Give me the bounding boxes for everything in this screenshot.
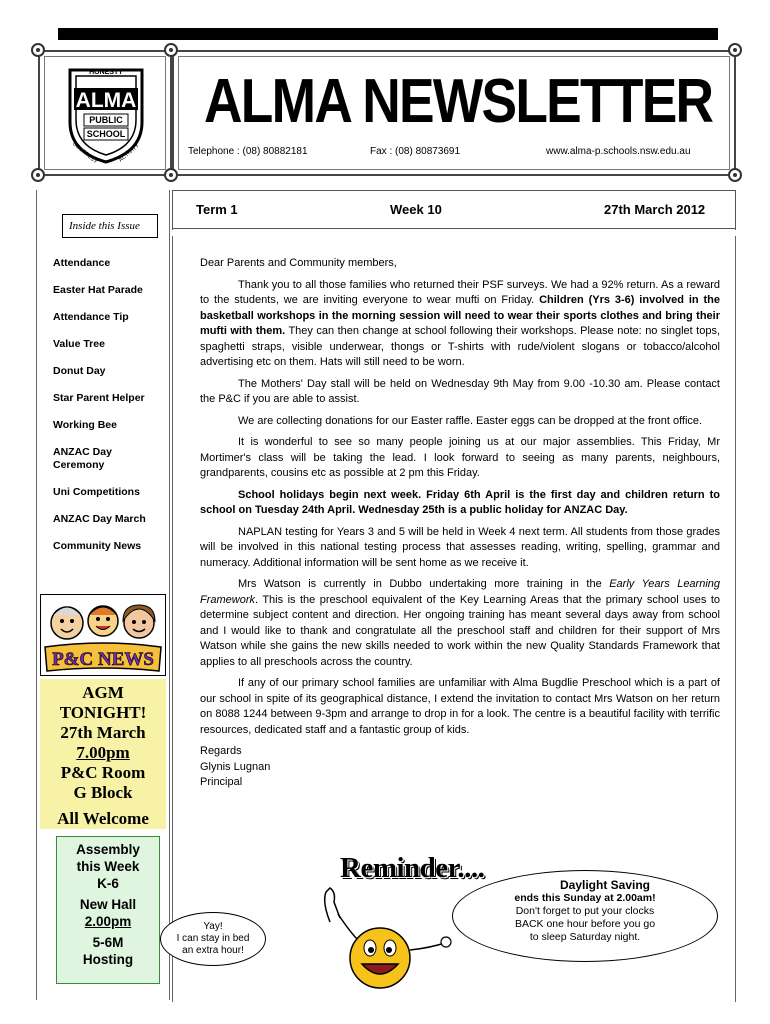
logo-motto-left: COURTESY [71, 141, 99, 166]
yay-speech-bubble [160, 912, 266, 966]
masthead-panel [172, 50, 736, 176]
agm-notice [40, 679, 166, 829]
agm-line: AGM [82, 683, 124, 702]
pc-news-cartoon-icon [41, 595, 165, 675]
letter-paragraph: If any of our primary school families are unfamiliar with Alma Bugdlie Preschool which is a part of our school in spite of its geographical distance, I extend the invitation to contact Mrs Watson on her return on 8088 1244 between 9-3pm and arrange to drop in for a look. The centre is a beautiful facility with terrific resources, dedicated staff and a fantastic group of kids. [200, 677, 720, 736]
logo-line2: PUBLIC [89, 115, 123, 125]
letter-text: . This is the preschool equivalent of the Key Learning Areas that the primary school uses to determine subject content and direction. Her ongoing training has meant several days away from school and I would like to thank and congratulate all the preschool staff and children for their support of Mrs Watson while she gains the new skills needed to work within the new Quality Standards Framework that applies to all preschools across the country. [200, 593, 720, 668]
toc-item[interactable]: ANZAC Day March [53, 513, 146, 525]
inside-this-issue-label: Inside this Issue [62, 214, 158, 238]
assembly-notice [56, 836, 160, 984]
toc-item[interactable]: Attendance [53, 257, 111, 269]
toc-item[interactable]: Donut Day [53, 365, 106, 377]
letter-paragraph: The Mothers' Day stall will be held on Wednesday 9th May from 9.00 -10.30 am. Please contact the P&C if you are able to assist. [200, 377, 720, 405]
letter-text: Mrs Watson is currently in Dubbo undertaking more training in the [238, 578, 610, 590]
letter-paragraph: NAPLAN testing for Years 3 and 5 will be held in Week 4 next term. All students from those grades will be involved in this national testing process that assesses reading, writing, spelling, grammar and numeracy. Additional information will be sent home as we receive it. [200, 525, 720, 569]
logo-panel [38, 50, 172, 176]
term-bar [172, 190, 736, 230]
corner-ring-icon [31, 43, 45, 57]
fax-number: Fax : (08) 80873691 [370, 146, 461, 157]
agm-line: P&C Room [60, 763, 146, 782]
agm-line: All Welcome [57, 809, 149, 828]
yay-line: Yay! [203, 921, 223, 932]
toc-item[interactable]: Community News [53, 540, 142, 552]
assembly-line: New Hall [79, 897, 137, 912]
toc-item[interactable]: ANZAC Day Ceremony [53, 446, 112, 471]
pc-news-graphic [40, 594, 166, 676]
corner-ring-icon [31, 168, 45, 182]
daylight-saving-bubble [452, 870, 718, 962]
issue-date: 27th March 2012 [604, 202, 706, 217]
assembly-line: 5-6M [92, 935, 124, 950]
assembly-line: Hosting [82, 952, 134, 967]
assembly-line: Assembly [76, 842, 140, 857]
table-of-contents [53, 257, 165, 567]
corner-ring-icon [728, 43, 742, 57]
toc-item[interactable]: Uni Competitions [53, 486, 140, 498]
letter-text: Thank you to all those families who returned their PSF surveys. We had a 92% return. As a reward to the students, we are inviting everyone to wear mufti on Friday. [200, 278, 720, 306]
yay-line: an extra hour! [182, 945, 244, 956]
letter-signature-title: Principal [200, 776, 243, 788]
letter-italic-text: Early Years Learning Framework [200, 578, 721, 606]
letter-greeting: Dear Parents and Community members, [200, 257, 397, 269]
agm-line: TONIGHT! [59, 703, 147, 722]
letter-paragraph: We are collecting donations for our Easter raffle. Easter eggs can be dropped at the front office. [238, 414, 703, 427]
assembly-line: this Week [76, 859, 140, 874]
pc-news-label: P&C NEWS [52, 649, 154, 670]
newsletter-title: ALMA NEWSLETTER [204, 67, 713, 136]
logo-motto-top: HONESTY [89, 69, 123, 76]
toc-item[interactable]: Working Bee [53, 419, 117, 431]
reminder-headline: Daylight Saving [559, 878, 651, 892]
letter-paragraph [200, 577, 720, 670]
yay-line: I can stay in bed [176, 933, 250, 944]
corner-ring-icon [164, 168, 178, 182]
telephone-number: Telephone : (08) 80882181 [188, 146, 308, 157]
website-link[interactable]: www.alma-p.schools.nsw.edu.au [546, 146, 691, 157]
toc-item[interactable]: Attendance Tip [53, 311, 129, 323]
toc-item[interactable]: Value Tree [53, 338, 105, 350]
school-logo [54, 62, 158, 166]
week-label: Week 10 [390, 202, 442, 217]
reminder-line: to sleep Saturday night. [529, 931, 641, 943]
corner-ring-icon [728, 168, 742, 182]
letter-text: They can then change at school following their workshops. Please note: no singlet tops, spaghetti straps, visible underwear, thongs or T-shirts with rude/violent slogans or tobacco/alcohol advertising etc on them. Hats will still need to be worn. [200, 325, 721, 368]
logo-line3: SCHOOL [86, 129, 126, 139]
agm-time: 7.00pm [76, 743, 130, 762]
reminder-line: BACK one hour before you go [514, 918, 656, 930]
agm-line: 27th March [60, 723, 146, 742]
logo-name: ALMA [75, 89, 137, 112]
letter-bold-text: Children (Yrs 3-6) involved in the basketball workshops in the morning session will need to wear their sports clothes and bring their mufti with them. [200, 294, 720, 337]
corner-ring-icon [164, 43, 178, 57]
agm-line: G Block [73, 783, 133, 802]
letter-paragraph-holidays: School holidays begin next week. Friday 6th April is the first day and children return to school on Tuesday 24th April. Wednesday 25th is a public holiday for ANZAC Day. [200, 488, 720, 516]
reminder-title: Reminder.... [340, 852, 485, 884]
top-black-bar [58, 28, 718, 40]
assembly-time: 2.00pm [84, 914, 132, 929]
letter-signature-name: Glynis Lugnan [200, 760, 271, 773]
reminder-line: ends this Sunday at 2.00am! [514, 892, 656, 904]
principal-letter [200, 256, 720, 791]
reminder-line: Don't forget to put your clocks [515, 905, 655, 917]
term-label: Term 1 [196, 202, 238, 217]
assembly-line: K-6 [97, 876, 119, 891]
toc-item[interactable]: Star Parent Helper [53, 392, 145, 404]
letter-paragraph: It is wonderful to see so many people joining us at our major assemblies. This Friday, Mr Mortimer's class will be taking the lead. I look forward to seeing as many parents, neighbours, grandparents, cousins etc as possible at 2 pm this Friday. [200, 436, 720, 479]
toc-item[interactable]: Easter Hat Parade [53, 284, 143, 296]
letter-signoff: Regards [200, 745, 242, 757]
letter-paragraph [200, 278, 720, 371]
logo-motto-right: ACTIVITY [117, 142, 141, 164]
